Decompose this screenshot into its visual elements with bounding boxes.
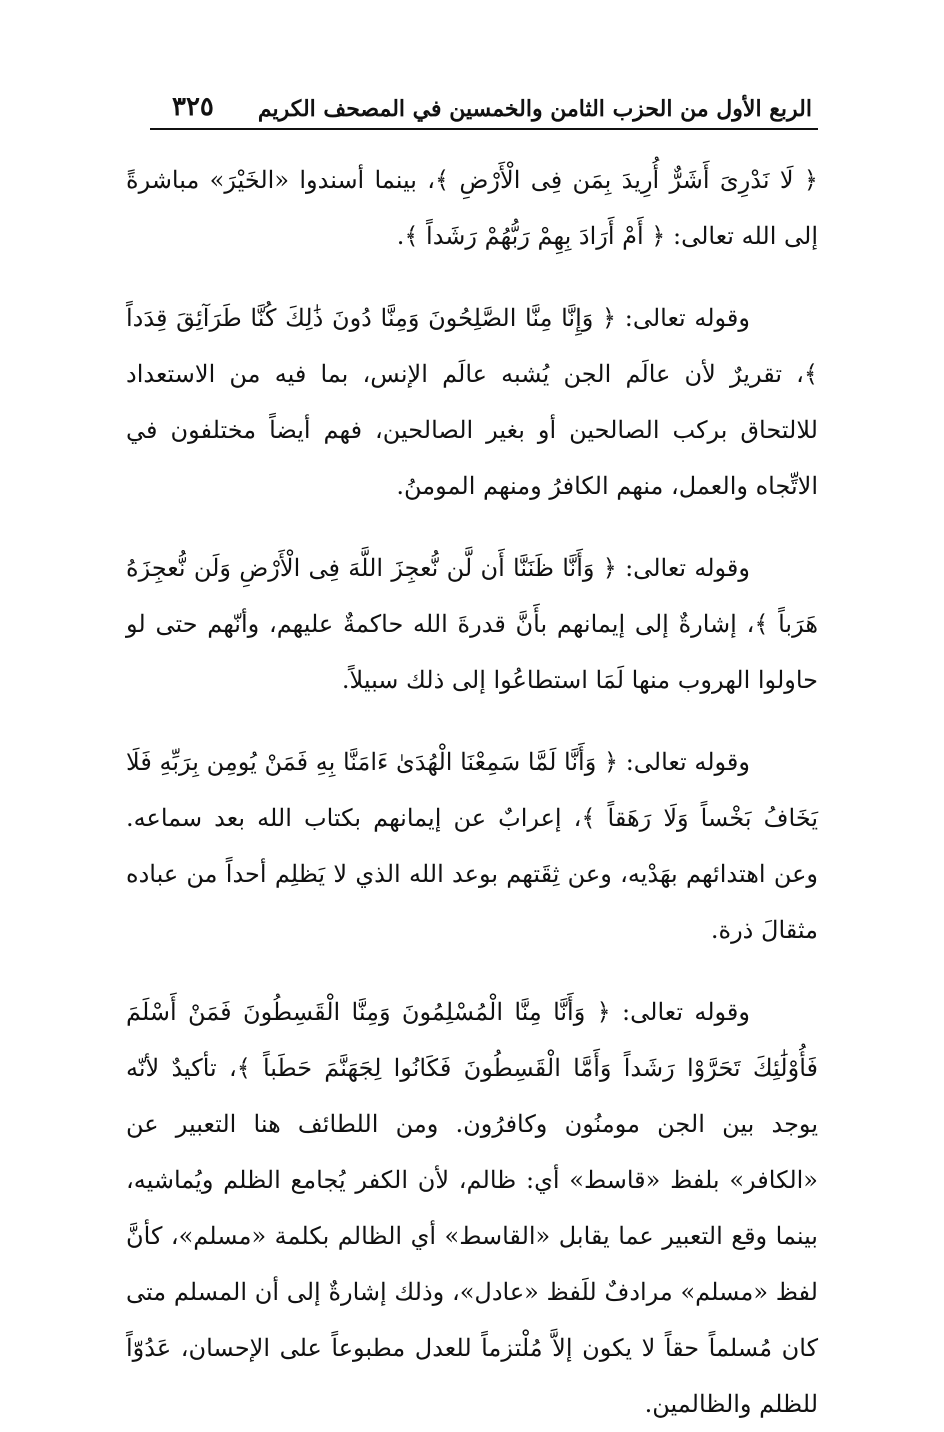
page-body: [126, 152, 818, 1432]
header-title: الربع الأول من الحزب الثامن والخمسين في المصحف الكريم: [257, 96, 812, 122]
header-divider: [150, 128, 818, 130]
paragraph-2: وقوله تعالى: ﴿ وَإِنَّا مِنَّا الصَّلِحُونَ وَمِنَّا دُونَ ذَٰلِكَ كُنَّا طَرَآئِقَ قِدَداً ﴾، تقريرٌ لأن عالَم الجن يُشبه عالَم الإنس، بما فيه من الاستعداد للالتحاق بركب الصالحين أو بغير الصالحين، فهم أيضاً مختلفون في الاتِّجاه والعمل، منهم الكافرُ ومنهم المومنُ.: [126, 304, 818, 500]
running-header: [150, 92, 818, 128]
paragraph-5: وقوله تعالى: ﴿ وَأَنَّا مِنَّا الْمُسْلِمُونَ وَمِنَّا الْقَسِطُونَ فَمَنْ أَسْلَمَ فَأُوْلَٰئِكَ تَحَرَّوْا رَشَداً وَأَمَّا الْقَسِطُونَ فَكَانُوا لِجَهَنَّمَ حَطَباً ﴾، تأكيدٌ لأنّه يوجد بين الجن مومنُون وكافرُون. ومن اللطائف هنا التعبير عن «الكافر» بلفظ «قاسط» أي: ظالم، لأن الكفر يُجامع الظلم ويُماشيه، بينما وقع التعبير عما يقابل «القاسط» أي الظالم بكلمة «مسلم»، كأنَّ لفظ «مسلم» مرادفٌ للَفظ «عادل»، وذلك إشارةٌ إلى أن المسلم متى كان مُسلماً حقاً لا يكون إلاَّ مُلْتزماً للعدل مطبوعاً على الإحسان، عَدُوّاً للظلم والظالمين.: [126, 998, 818, 1418]
paragraph-4: وقوله تعالى: ﴿ وَأَنَّا لَمَّا سَمِعْنَا الْهُدَىٰ ءَامَنَّا بِهِ فَمَنْ يُومِن بِرَبِّهِ فَلَا يَخَافُ بَخْساً وَلَا رَهَقاً ﴾، إعرابٌ عن إيمانهم بكتاب الله بعد سماعه. وعن اهتدائهم بهَدْيه، وعن ثِقَتهم بوعد الله الذي لا يَظلِم أحداً من عباده مثقالَ ذرة.: [126, 748, 818, 944]
paragraph-1: ﴿ لَا نَدْرِىَ أَشَرٌّ أُرِيدَ بِمَن فِى الْأَرْضِ ﴾، بينما أسندوا «الخَيْرَ» مباشرةً إلى الله تعالى: ﴿ أَمْ أَرَادَ بِهِمْ رَبُّهُمْ رَشَداً ﴾.: [126, 166, 818, 250]
paragraph-3: وقوله تعالى: ﴿ وَأَنَّا ظَنَنَّا أَن لَّن نُّعجِزَ اللَّهَ فِى الْأَرْضِ وَلَن نُّعجِزَهُ هَرَباً ﴾، إشارةٌ إلى إيمانهم بأَنَّ قدرةَ الله حاكمةٌ عليهم، وأنّهم حتى لو حاولوا الهروب منها لَمَا استطاعُوا إلى ذلك سبيلاً.: [126, 554, 818, 694]
page-number: ٣٢٥: [172, 92, 214, 122]
